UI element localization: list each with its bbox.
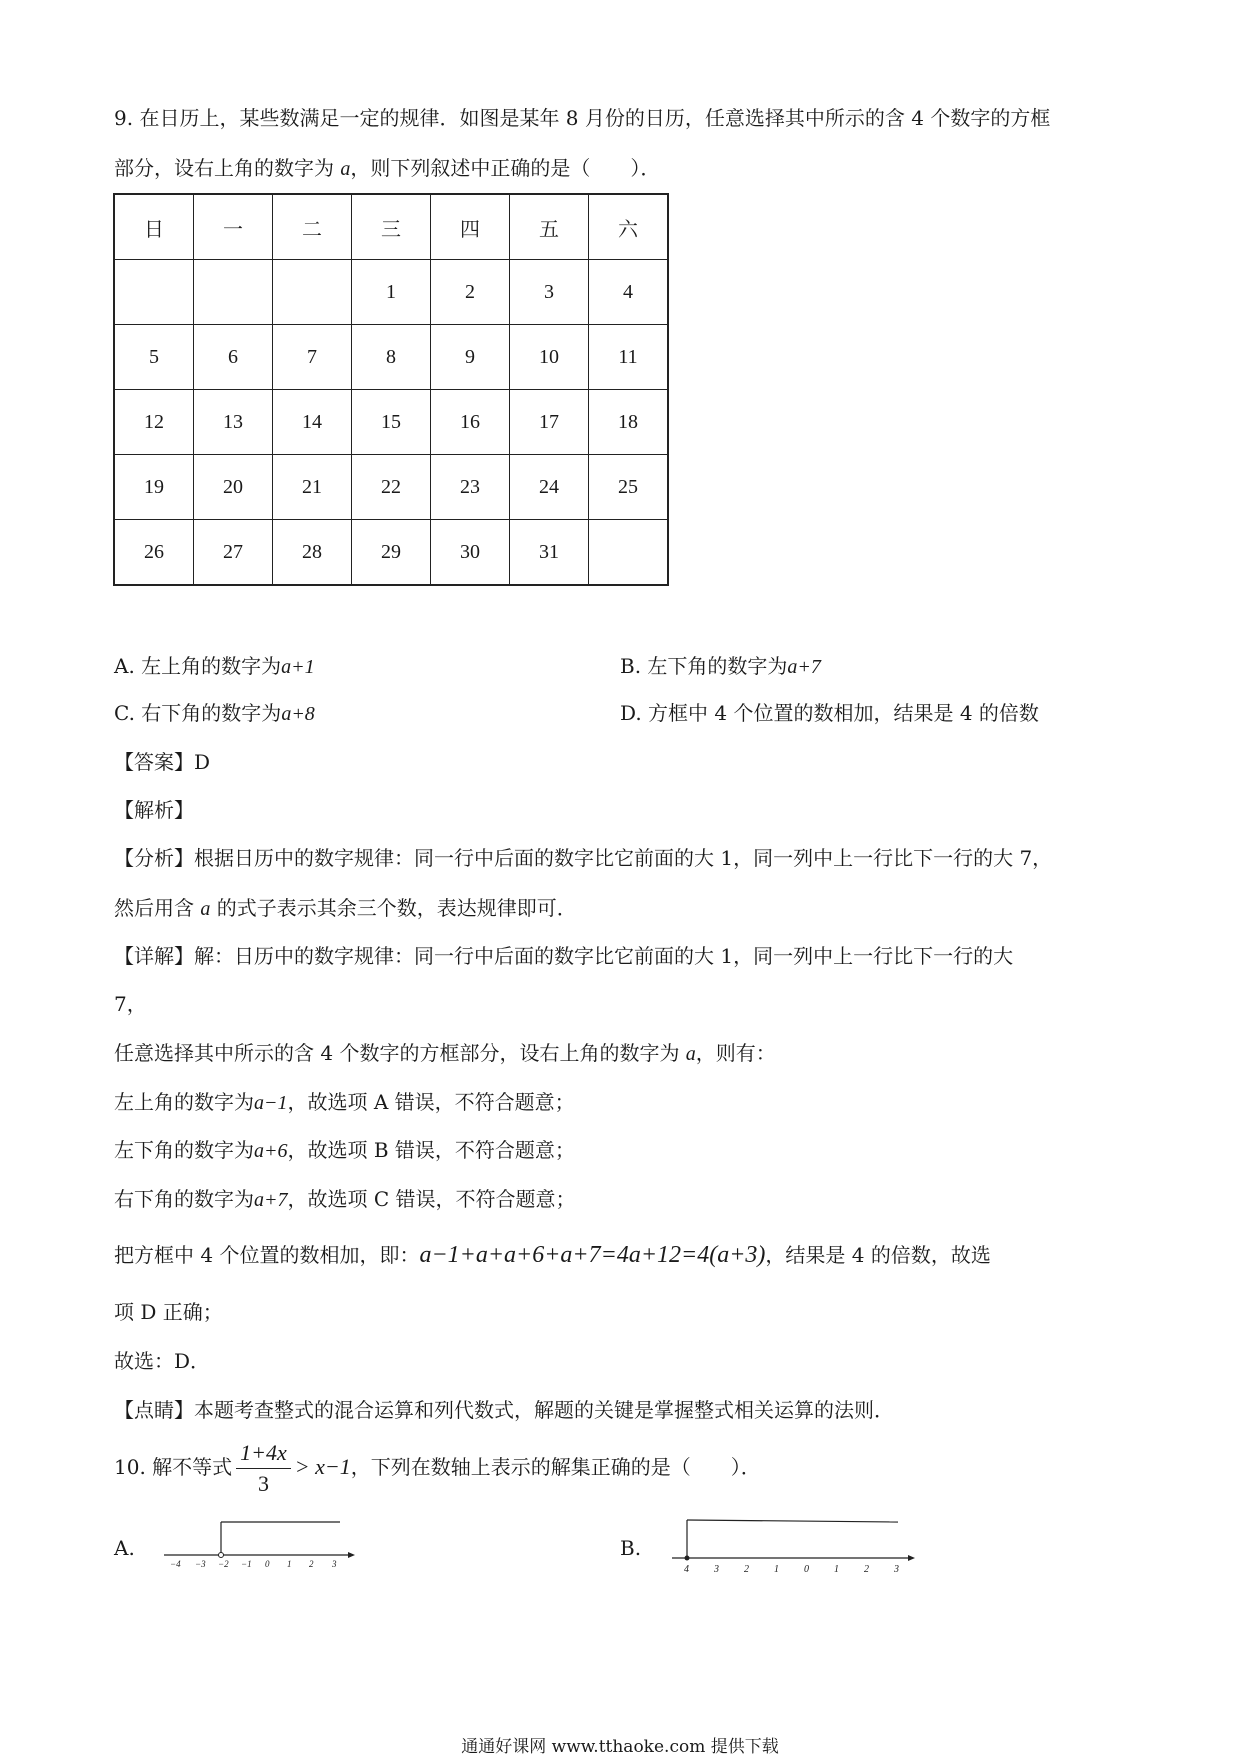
q9-step-2-expr: a+6 — [254, 1140, 288, 1162]
calendar-header-cell: 二 — [273, 194, 352, 260]
q9-step-2-pre: 左下角的数字为 — [114, 1138, 254, 1162]
calendar-cell: 28 — [273, 520, 352, 586]
filled-circle — [685, 1556, 690, 1561]
q9-option-b-expr: a+7 — [787, 656, 821, 678]
calendar-cell: 19 — [114, 455, 194, 520]
calendar-cell — [589, 520, 669, 586]
calendar-header-cell: 一 — [194, 194, 273, 260]
q9-step-4-expr: a−1+a+a+6+a+7=4a+12=4(a+3) — [419, 1242, 766, 1268]
q9-option-d[interactable]: D. 方框中 4 个位置的数相加，结果是 4 的倍数 — [620, 701, 1039, 725]
tick-label: 2 — [744, 1564, 749, 1575]
tick-label: 1 — [774, 1564, 779, 1575]
calendar-cell: 24 — [510, 455, 589, 520]
q10-inequality-rhs: > x−1 — [294, 1454, 351, 1479]
q9-option-a-label: A. 左上角的数字为 — [114, 654, 282, 678]
q9-xiangjie-line3-pre: 任意选择其中所示的含 4 个数字的方框部分，设右上角的数字为 — [114, 1041, 686, 1065]
august-calendar-table — [113, 193, 669, 586]
q9-var-a: a — [340, 158, 351, 180]
calendar-cell: 26 — [114, 520, 194, 586]
calendar-cell: 29 — [352, 520, 431, 586]
tick-label: 2 — [864, 1564, 869, 1575]
q9-fenxi-var-a: a — [200, 898, 211, 920]
q9-step-1 — [114, 1092, 575, 1113]
calendar-cell: 17 — [510, 390, 589, 455]
page-footer-watermark: 通通好课网 www.tthaoke.com 提供下载 — [461, 1737, 779, 1757]
q10-stem — [114, 1440, 761, 1497]
axis-arrow — [908, 1555, 915, 1561]
calendar-cell: 8 — [352, 325, 431, 390]
calendar-cell: 31 — [510, 520, 589, 586]
calendar-cell: 16 — [431, 390, 510, 455]
tick-label: 3 — [332, 1559, 337, 1569]
q9-xiangjie-line1: 【详解】解：日历中的数字规律：同一行中后面的数字比它前面的大 1，同一列中上一行比下一行的大 — [114, 944, 1014, 968]
q9-fenxi-line2-post: 的式子表示其余三个数，表达规律即可． — [210, 896, 577, 920]
calendar-cell: 7 — [273, 325, 352, 390]
calendar-cell: 4 — [589, 260, 669, 325]
q10-option-a-number-line — [158, 1502, 358, 1572]
q10-option-b-label[interactable]: B. — [620, 1536, 642, 1560]
q9-step-3-pre: 右下角的数字为 — [114, 1187, 254, 1211]
calendar-cell: 15 — [352, 390, 431, 455]
calendar-cell: 9 — [431, 325, 510, 390]
calendar-cell: 22 — [352, 455, 431, 520]
calendar-cell: 12 — [114, 390, 194, 455]
calendar-header-row — [114, 194, 668, 260]
q9-step-2 — [114, 1140, 575, 1161]
calendar-cell: 3 — [510, 260, 589, 325]
calendar-header-cell: 三 — [352, 194, 431, 260]
q9-stem-line2-post: ，则下列叙述中正确的是（ ）． — [350, 156, 661, 180]
q9-stem-line2-pre: 部分，设右上角的数字为 — [114, 156, 341, 180]
q9-option-b[interactable] — [620, 656, 821, 677]
tick-label: 2 — [309, 1559, 314, 1569]
q10-fraction-numerator: 1+4x — [236, 1440, 291, 1469]
calendar-cell: 18 — [589, 390, 669, 455]
calendar-cell — [114, 260, 194, 325]
q9-option-b-label: B. 左下角的数字为 — [620, 654, 788, 678]
q9-xiangjie-line2: 7， — [114, 992, 147, 1016]
calendar-cell: 2 — [431, 260, 510, 325]
axis-b-ticks — [684, 1564, 899, 1575]
q9-step-4 — [114, 1243, 991, 1267]
q9-option-a[interactable] — [114, 656, 315, 677]
q9-stem-line1: 9. 在日历上，某些数满足一定的规律．如图是某年 8 月份的日历，任意选择其中所示的含 4 个数字的方框 — [114, 106, 1051, 130]
calendar-cell: 13 — [194, 390, 273, 455]
calendar-header-cell: 六 — [589, 194, 669, 260]
tick-label: −2 — [218, 1559, 229, 1569]
calendar-row — [114, 260, 668, 325]
q9-option-a-expr: a+1 — [281, 656, 315, 678]
q9-xiangjie-line3 — [114, 1043, 776, 1064]
q9-xiangjie-var-a: a — [685, 1043, 696, 1065]
q9-step-1-post: ，故选项 A 错误，不符合题意； — [287, 1090, 575, 1114]
q10-fraction-denominator: 3 — [257, 1471, 269, 1496]
open-circle — [219, 1553, 224, 1558]
q9-answer: 【答案】D — [114, 750, 211, 774]
q9-step-1-pre: 左上角的数字为 — [114, 1090, 254, 1114]
tick-label: −1 — [241, 1559, 252, 1569]
tick-label: −4 — [170, 1559, 181, 1569]
tick-label: 3 — [714, 1564, 719, 1575]
q10-suffix: ，下列在数轴上表示的解集正确的是（ ）． — [350, 1455, 761, 1479]
tick-label: −3 — [195, 1559, 206, 1569]
q10-option-b-number-line — [670, 1508, 920, 1578]
tick-label: 1 — [287, 1559, 292, 1569]
calendar-cell: 20 — [194, 455, 273, 520]
q9-fenxi-line2 — [114, 898, 577, 919]
calendar-header-cell: 五 — [510, 194, 589, 260]
calendar-cell — [273, 260, 352, 325]
axis-a-ticks — [170, 1559, 337, 1569]
q9-step-4-post: ，结果是 4 的倍数，故选 — [765, 1243, 991, 1267]
q10-fraction — [236, 1440, 291, 1497]
q9-step-4-pre: 把方框中 4 个位置的数相加，即： — [114, 1243, 420, 1267]
q10-prefix: 10. 解不等式 — [114, 1455, 233, 1479]
tick-label: 1 — [834, 1564, 839, 1575]
solution-ray — [687, 1520, 898, 1522]
q9-step-2-post: ，故选项 B 错误，不符合题意； — [287, 1138, 575, 1162]
calendar-row — [114, 455, 668, 520]
q9-xiangjie-line3-post: ，则有： — [695, 1041, 776, 1065]
q9-step-3-expr: a+7 — [254, 1189, 288, 1211]
q9-option-c-expr: a+8 — [281, 703, 315, 725]
q9-step-6: 故选：D． — [114, 1349, 211, 1373]
q9-step-1-expr: a−1 — [254, 1092, 288, 1114]
calendar-cell: 27 — [194, 520, 273, 586]
q10-option-a-label[interactable]: A. — [114, 1536, 135, 1560]
calendar-cell: 6 — [194, 325, 273, 390]
q9-fenxi-line1: 【分析】根据日历中的数字规律：同一行中后面的数字比它前面的大 1，同一列中上一行比下一行的大 7， — [114, 846, 1053, 870]
q9-option-c-label: C. 右下角的数字为 — [114, 701, 282, 725]
calendar-cell — [194, 260, 273, 325]
tick-label: 0 — [265, 1559, 270, 1569]
calendar-cell: 21 — [273, 455, 352, 520]
calendar-cell: 14 — [273, 390, 352, 455]
calendar-header-cell: 日 — [114, 194, 194, 260]
q9-fenxi-line2-pre: 然后用含 — [114, 896, 201, 920]
calendar-cell: 23 — [431, 455, 510, 520]
axis-arrow — [348, 1552, 355, 1558]
calendar-header-cell: 四 — [431, 194, 510, 260]
tick-label: 3 — [894, 1564, 899, 1575]
calendar-row — [114, 325, 668, 390]
q9-step-3 — [114, 1189, 576, 1210]
q9-option-c[interactable] — [114, 703, 315, 724]
tick-label: 4 — [684, 1564, 689, 1575]
q9-stem-line2 — [114, 158, 660, 179]
q9-step-5: 项 D 正确； — [114, 1300, 223, 1324]
calendar-cell: 30 — [431, 520, 510, 586]
q9-analysis-title: 【解析】 — [114, 798, 194, 822]
calendar-cell: 5 — [114, 325, 194, 390]
calendar-cell: 10 — [510, 325, 589, 390]
tick-label: 0 — [804, 1564, 809, 1575]
calendar-cell: 1 — [352, 260, 431, 325]
calendar-row — [114, 390, 668, 455]
q9-dianjing: 【点睛】本题考查整式的混合运算和列代数式，解题的关键是掌握整式相关运算的法则． — [114, 1398, 894, 1422]
calendar-row — [114, 520, 668, 586]
calendar-cell: 25 — [589, 455, 669, 520]
calendar-cell: 11 — [589, 325, 669, 390]
q9-step-3-post: ，故选项 C 错误，不符合题意； — [287, 1187, 576, 1211]
